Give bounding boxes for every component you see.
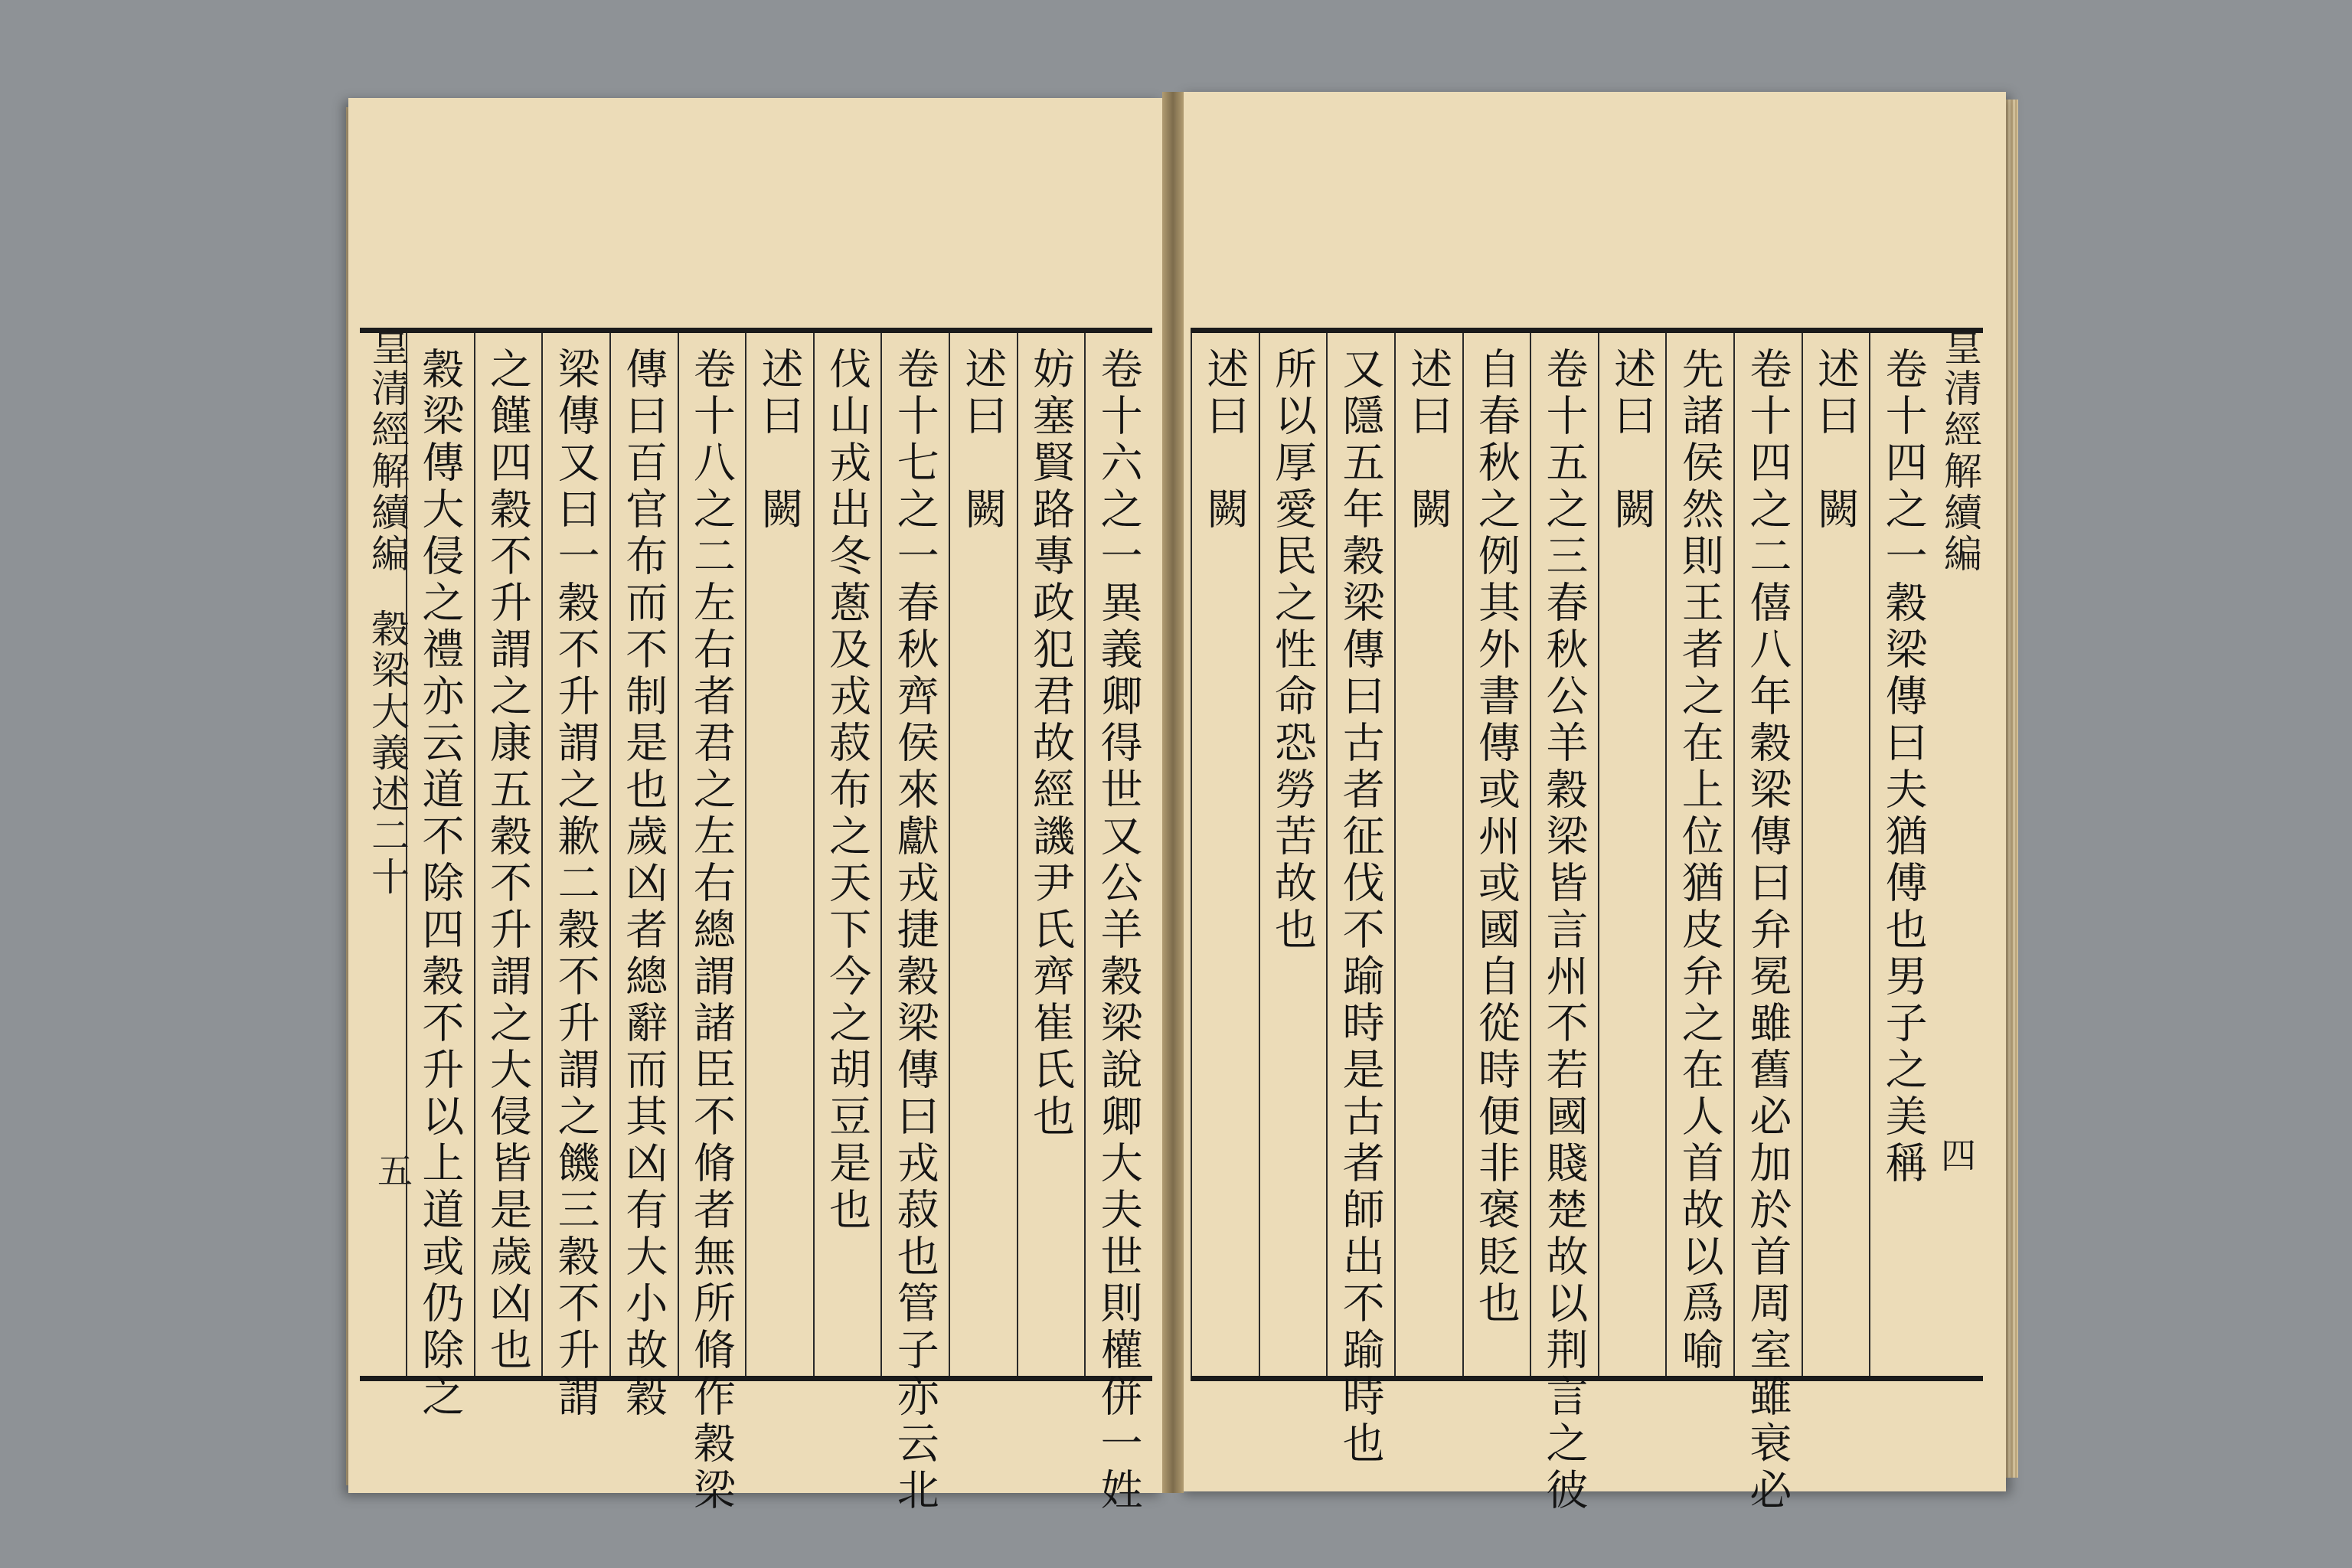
text-column: 傳曰百官布而不制是也歲凶者總辭而其凶有大小故穀 bbox=[619, 347, 668, 1421]
text-column: 述曰 闕 bbox=[1403, 347, 1453, 534]
text-column: 述曰 闕 bbox=[754, 347, 804, 534]
column-rule bbox=[1394, 333, 1396, 1376]
column-rule bbox=[678, 333, 679, 1376]
column-rule bbox=[1084, 333, 1086, 1376]
text-column: 述曰 闕 bbox=[1607, 347, 1657, 534]
column-rule bbox=[1462, 333, 1464, 1376]
text-column: 伐山戎出冬蔥及戎菽布之天下今之胡豆是也 bbox=[822, 347, 872, 1234]
column-rule bbox=[1802, 333, 1803, 1376]
column-rule bbox=[1017, 333, 1018, 1376]
right-margin-title: 皇清經解續編 bbox=[1938, 327, 1982, 575]
text-column: 卷十四之一穀梁傳曰夫猶傅也男子之美稱 bbox=[1878, 347, 1928, 1187]
text-column: 述曰 闕 bbox=[958, 347, 1008, 534]
column-rule bbox=[1733, 333, 1735, 1376]
column-rule bbox=[1326, 333, 1328, 1376]
column-rule bbox=[949, 333, 950, 1376]
column-rule bbox=[1259, 333, 1260, 1376]
left-margin-subtitle: 穀梁大義述二十 bbox=[365, 609, 410, 898]
text-column: 卷十八之二左右者君之左右總謂諸臣不脩者無所脩作穀梁 bbox=[686, 347, 736, 1514]
text-column: 所以厚愛民之性命恐勞苦故也 bbox=[1267, 347, 1317, 954]
column-rule bbox=[1530, 333, 1531, 1376]
column-rule bbox=[474, 333, 475, 1376]
column-rule bbox=[745, 333, 746, 1376]
right-text-frame bbox=[1191, 327, 1983, 1514]
column-rule bbox=[541, 333, 543, 1376]
text-column: 自春秋之例其外書傳或州或國自從時便非褒貶也 bbox=[1471, 347, 1521, 1328]
text-column: 梁傳又曰一穀不升謂之歉二穀不升謂之饑三穀不升謂 bbox=[550, 347, 600, 1421]
column-rule bbox=[609, 333, 611, 1376]
text-column: 卷十五之三春秋公羊穀梁皆言州不若國賤楚故以荆言之彼 bbox=[1539, 347, 1589, 1514]
left-page-number: 五 bbox=[372, 1152, 413, 1187]
text-column: 穀梁傳大侵之禮亦云道不除四穀不升以上道或仍除之 bbox=[415, 347, 465, 1421]
text-column: 述曰 闕 bbox=[1200, 347, 1250, 534]
column-rule bbox=[1191, 333, 1192, 1376]
text-column: 卷十四之二僖八年穀梁傳曰弁冕雖舊必加於首周室雖衰必 bbox=[1743, 347, 1792, 1514]
column-rule bbox=[1665, 333, 1667, 1376]
left-text-frame bbox=[360, 327, 1152, 1514]
column-rule bbox=[1869, 333, 1870, 1376]
text-column: 卷十六之一異義卿得世又公羊穀梁說卿大夫世則權併一姓 bbox=[1093, 347, 1143, 1514]
text-column: 述曰 闕 bbox=[1811, 347, 1860, 534]
book-gutter bbox=[1162, 92, 1184, 1493]
text-column: 妨塞賢路專政犯君故經譏尹氏齊崔氏也 bbox=[1026, 347, 1076, 1141]
column-rule bbox=[813, 333, 815, 1376]
left-margin-title: 皇清經解續編 bbox=[365, 327, 410, 575]
right-page-number: 四 bbox=[1936, 1137, 1977, 1172]
text-column: 之饉四穀不升謂之康五穀不升謂之大侵皆是歲凶也 bbox=[482, 347, 532, 1374]
column-rule bbox=[880, 333, 882, 1376]
text-column: 卷十七之一春秋齊侯來獻戎捷穀梁傳曰戎菽也管子亦云北 bbox=[890, 347, 939, 1514]
text-column: 又隱五年穀梁傳曰古者征伐不踰時是古者師出不踰時也 bbox=[1335, 347, 1385, 1468]
text-column: 先諸侯然則王者之在上位猶皮弁之在人首故以爲喻 bbox=[1674, 347, 1724, 1374]
column-rule bbox=[1598, 333, 1599, 1376]
